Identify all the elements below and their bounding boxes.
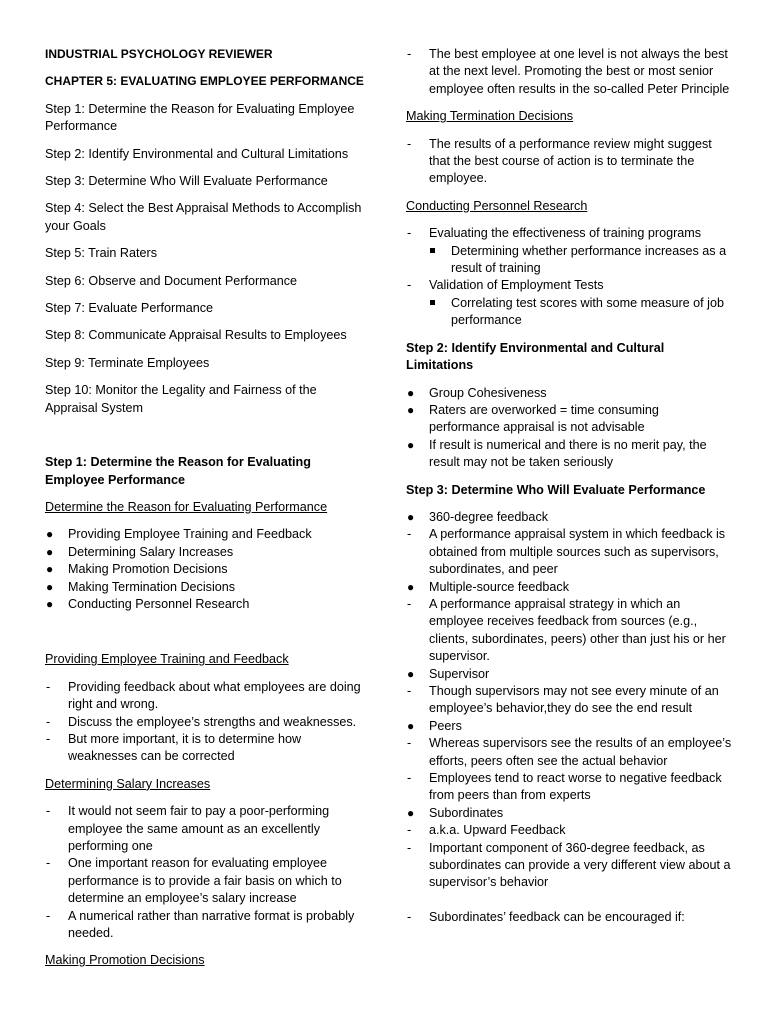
list-item: - But more important, it is to determine how weaknesses can be corrected [46, 731, 302, 764]
section-heading-step2: Step 2: Identify Environmental and Cultural Limitations [406, 340, 665, 373]
list-item: - A performance appraisal system in which feedback is obtained from multiple sources such as supervisors, subordinates, and peer [407, 527, 726, 577]
dash-icon: - [46, 856, 51, 871]
list-item: ● Providing Employee Training and Feedback [45, 526, 370, 543]
dash-icon: - [46, 908, 51, 923]
subheading-reasons: Determine the Reason for Evaluating Performance [45, 499, 328, 514]
list-item: - Though supervisors may not see every minute of an employee’s behavior,they do see the end result [407, 684, 719, 716]
dash-icon: - [407, 823, 412, 838]
dash-icon: - [407, 840, 412, 855]
bullet-icon: ● [407, 805, 415, 820]
list-item: ● Making Promotion Decisions [45, 561, 370, 578]
subheading-promotion: Making Promotion Decisions [45, 953, 205, 968]
dash-icon: - [46, 714, 51, 729]
termination-list [406, 136, 732, 188]
right-column [406, 46, 732, 926]
list-item: ● Supervisor [406, 666, 732, 683]
list-item: - Subordinates’ feedback can be encouraged if: [406, 909, 732, 926]
list-item: - Evaluating the effectiveness of training programs [406, 225, 732, 242]
list-item: - Employees tend to react worse to negative feedback from peers than from experts [407, 771, 722, 803]
list-item: ● Determining Salary Increases [45, 544, 370, 561]
step-list-item: Step 6: Observe and Document Performance [45, 273, 298, 288]
list-item: - Important component of 360-degree feedback, as subordinates can provide a very different view about a supervisor’s behavior [407, 840, 731, 890]
bullet-icon: ● [407, 666, 415, 681]
step-list-item: Step 9: Terminate Employees [45, 355, 210, 370]
section-heading-step3: Step 3: Determine Who Will Evaluate Performance [406, 482, 706, 497]
list-item: ● Multiple-source feedback [406, 579, 732, 596]
list-item: - One important reason for evaluating employee performance is to provide a fair basis on which to determine an employee’s salary increase [46, 856, 342, 906]
square-bullet-icon [430, 295, 448, 312]
list-item: - It would not seem fair to pay a poor-performing employee the same amount as an excellently performing one [46, 804, 330, 853]
list-subitem: Correlating test scores with some measure of job performance [406, 295, 732, 330]
research-list [406, 225, 732, 329]
dash-icon: - [407, 909, 412, 924]
step-list-item: Step 8: Communicate Appraisal Results to Employees [45, 328, 347, 343]
square-bullet-icon [430, 243, 448, 260]
step-list-item: Step 5: Train Raters [45, 246, 157, 261]
promotion-list [406, 46, 732, 98]
step-list-item: Step 4: Select the Best Appraisal Methods to Accomplish your Goals [45, 201, 362, 233]
list-subitem: Determining whether performance increases as a result of training [406, 243, 732, 278]
list-item: - Discuss the employee’s strengths and weaknesses. [45, 714, 370, 731]
subheading-training: Providing Employee Training and Feedback [45, 652, 289, 667]
list-item: ● Group Cohesiveness [406, 385, 732, 402]
list-item: ● If result is numerical and there is no merit pay, the result may not be taken seriously [407, 437, 707, 470]
step-list-item: Step 2: Identify Environmental and Cultural Limitations [45, 146, 349, 161]
dash-icon: - [407, 596, 412, 611]
step-list-item: Step 7: Evaluate Performance [45, 301, 214, 316]
left-column [45, 46, 370, 970]
list-item: - The results of a performance review might suggest that the best course of action is to terminate the employee. [407, 136, 712, 186]
bullet-icon: ● [407, 579, 415, 594]
section-heading-step1: Step 1: Determine the Reason for Evaluating Employee Performance [45, 455, 311, 487]
list-item: - A performance appraisal strategy in which an employee receives feedback from sources (e.g., clients, subordinates, peers) other than just his or her supervisor. [407, 596, 726, 664]
dash-icon: - [407, 736, 412, 751]
dash-icon: - [407, 47, 412, 61]
step-list-item: Step 3: Determine Who Will Evaluate Performance [45, 174, 328, 189]
subheading-salary: Determining Salary Increases [45, 776, 211, 791]
bullet-icon: ● [407, 437, 415, 452]
list-item: ● Conducting Personnel Research [45, 596, 370, 613]
bullet-icon: ● [46, 596, 54, 611]
step-list-item: Step 1: Determine the Reason for Evaluating Employee Performance [45, 101, 355, 134]
dash-icon: - [46, 731, 51, 746]
final-list [406, 909, 732, 926]
step2-list [406, 385, 732, 472]
list-item: - a.k.a. Upward Feedback [406, 822, 732, 839]
reasons-list [45, 526, 370, 613]
dash-icon: - [46, 679, 51, 694]
step3-list [406, 509, 732, 892]
list-item: - Whereas supervisors see the results of an employee’s efforts, peers often see the actual behavior [407, 736, 732, 768]
subheading-research: Conducting Personnel Research [406, 198, 588, 213]
dash-icon: - [407, 684, 412, 698]
list-item: ● 360-degree feedback [406, 509, 732, 526]
document-title: INDUSTRIAL PSYCHOLOGY REVIEWER [45, 47, 273, 61]
dash-icon: - [407, 136, 412, 151]
list-item: ● Peers [406, 718, 732, 735]
dash-icon: - [407, 226, 412, 241]
list-item: - Providing feedback about what employees are doing right and wrong. [46, 679, 361, 712]
salary-list [45, 803, 370, 942]
bullet-icon: ● [407, 718, 415, 733]
step-list-item: Step 10: Monitor the Legality and Fairness of the Appraisal System [45, 383, 317, 415]
bullet-icon: ● [46, 562, 54, 577]
list-item: - Validation of Employment Tests [406, 277, 732, 294]
bullet-icon: ● [407, 509, 415, 524]
dash-icon: - [46, 804, 51, 819]
list-item: - The best employee at one level is not always the best at the next level. Promoting the best or most senior employee often results in the so-called Peter Principle [407, 47, 730, 96]
list-item: ● Raters are overworked = time consuming performance appraisal is not advisable [407, 402, 659, 435]
bullet-icon: ● [46, 544, 54, 559]
list-item: ● Making Termination Decisions [45, 579, 370, 596]
dash-icon: - [407, 278, 412, 293]
bullet-icon: ● [407, 385, 415, 400]
dash-icon: - [407, 527, 412, 542]
list-item: - A numerical rather than narrative format is probably needed. [46, 908, 355, 941]
list-item: ● Subordinates [406, 805, 732, 822]
bullet-icon: ● [407, 402, 415, 417]
bullet-icon: ● [46, 579, 54, 594]
bullet-icon: ● [46, 527, 54, 542]
subheading-termination: Making Termination Decisions [406, 109, 574, 124]
chapter-title: CHAPTER 5: EVALUATING EMPLOYEE PERFORMANCE [45, 74, 364, 89]
dash-icon: - [407, 771, 412, 786]
training-list [45, 679, 370, 766]
